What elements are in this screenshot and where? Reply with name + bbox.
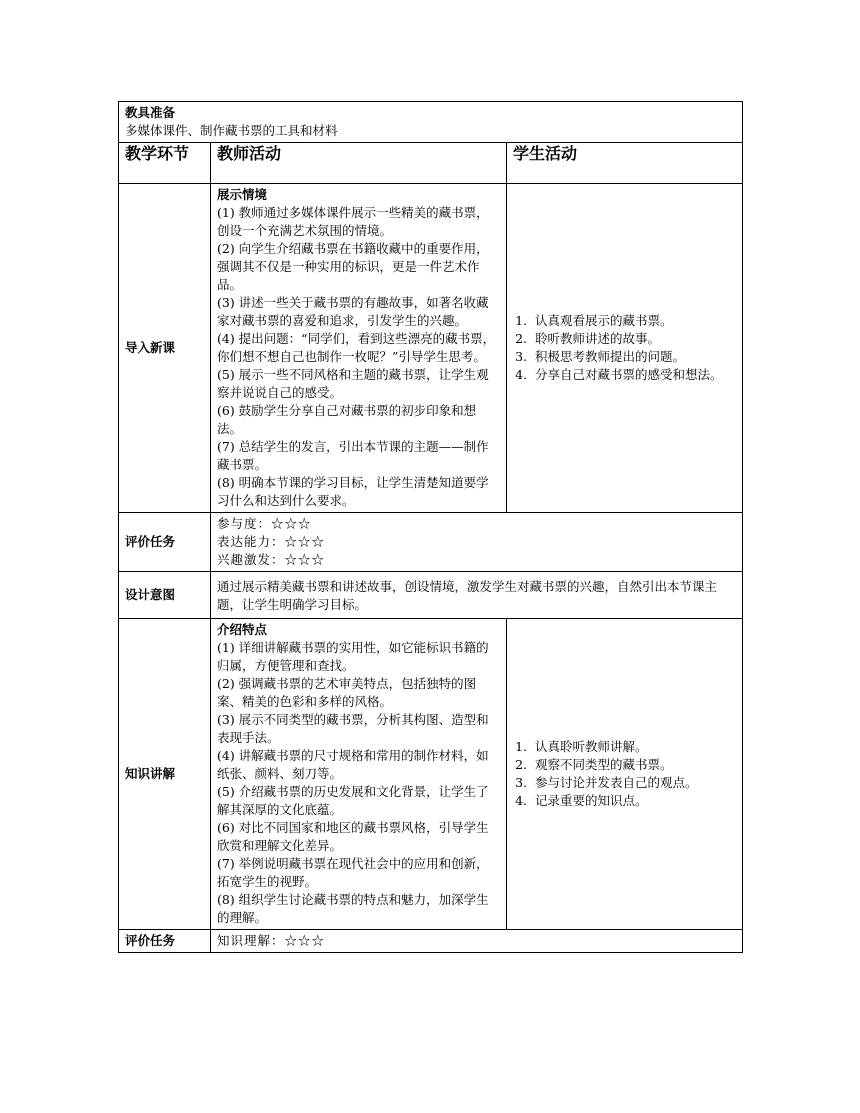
intro-row [119,184,743,513]
intro-teacher-item: (7) 总结学生的发言，引出本节课的主题——制作藏书票。 [217,439,489,472]
intro-label: 导入新课 [119,184,211,513]
header-col-stage: 教学环节 [119,143,211,184]
header-row [119,143,743,184]
knowledge-teacher-cell [211,619,507,930]
intro-student-cell [507,184,743,513]
intro-student-list [513,312,736,384]
knowledge-teacher-item: (7) 举例说明藏书票在现代社会中的应用和创新，拓宽学生的视野。 [217,856,489,889]
knowledge-row [119,619,743,930]
eval1-item: 参与度：☆☆☆ [217,516,312,531]
eval2-item: 知识理解：☆☆☆ [217,933,326,948]
knowledge-title: 介绍特点 [217,622,268,637]
intro-teacher-item: (4) 提出问题：“同学们，看到这些漂亮的藏书票，你们想不想自己也制作一枚呢？”引导学生思考。 [217,331,496,364]
eval1-item: 兴趣激发：☆☆☆ [217,552,326,567]
knowledge-teacher-item: (4) 讲解藏书票的尺寸规格和常用的制作材料，如纸张、颜料、刻刀等。 [217,748,489,781]
lesson-plan-table [118,101,743,953]
prep-cell [119,102,743,143]
knowledge-teacher-item: (5) 介绍藏书票的历史发展和文化背景，让学生了解其深厚的文化底蕴。 [217,784,489,817]
knowledge-student-item: 3. 参与讨论并发表自己的观点。 [531,774,736,792]
knowledge-teacher-item: (3) 展示不同类型的藏书票，分析其构图、造型和表现手法。 [217,712,489,745]
intro-teacher-item: (6) 鼓励学生分享自己对藏书票的初步印象和想法。 [217,403,477,436]
prep-title: 教具准备 [125,105,176,120]
knowledge-student-item: 4. 记录重要的知识点。 [531,792,736,810]
eval1-item: 表达能力：☆☆☆ [217,534,326,549]
intro-teacher-item: (2) 向学生介绍藏书票在书籍收藏中的重要作用，强调其不仅是一种实用的标识，更是一件艺术作品。 [217,241,489,292]
intro-teacher-item: (3) 讲述一些关于藏书票的有趣故事，如著名收藏家对藏书票的喜爱和追求，引发学生的兴趣。 [217,295,489,328]
eval1-cell [211,513,743,572]
knowledge-label: 知识讲解 [119,619,211,930]
intro-student-item: 3. 积极思考教师提出的问题。 [531,348,736,366]
knowledge-teacher-item: (1) 详细讲解藏书票的实用性，如它能标识书籍的归属，方便管理和查找。 [217,640,489,673]
design-text: 通过展示精美藏书票和讲述故事，创设情境，激发学生对藏书票的兴趣，自然引出本节课主题，让学生明确学习目标。 [217,579,718,612]
header-col-teacher: 教师活动 [211,143,507,184]
knowledge-student-item: 1. 认真聆听教师讲解。 [531,738,736,756]
knowledge-teacher-item: (8) 组织学生讨论藏书票的特点和魅力，加深学生的理解。 [217,892,489,925]
design-label: 设计意图 [119,572,211,619]
intro-teacher-cell [211,184,507,513]
eval1-label: 评价任务 [119,513,211,572]
prep-row [119,102,743,143]
intro-student-item: 1. 认真观看展示的藏书票。 [531,312,736,330]
header-col-student: 学生活动 [507,143,743,184]
intro-teacher-item: (1) 教师通过多媒体课件展示一些精美的藏书票，创设一个充满艺术氛围的情境。 [217,205,489,238]
eval2-label: 评价任务 [119,930,211,953]
knowledge-teacher-item: (6) 对比不同国家和地区的藏书票风格，引导学生欣赏和理解文化差异。 [217,820,489,853]
intro-teacher-item: (5) 展示一些不同风格和主题的藏书票，让学生观察并说说自己的感受。 [217,367,489,400]
knowledge-student-cell [507,619,743,930]
intro-student-item: 2. 聆听教师讲述的故事。 [531,330,736,348]
knowledge-student-list [513,738,736,810]
intro-teacher-item: (8) 明确本节课的学习目标，让学生清楚知道要学习什么和达到什么要求。 [217,475,489,508]
design-cell [211,572,743,619]
intro-title: 展示情境 [217,187,268,202]
knowledge-teacher-item: (2) 强调藏书票的艺术审美特点，包括独特的图案、精美的色彩和多样的风格。 [217,676,477,709]
design-row [119,572,743,619]
eval2-row [119,930,743,953]
intro-student-item: 4. 分享自己对藏书票的感受和想法。 [531,366,736,384]
eval2-cell [211,930,743,953]
prep-text: 多媒体课件、制作藏书票的工具和材料 [125,123,338,138]
knowledge-student-item: 2. 观察不同类型的藏书票。 [531,756,736,774]
eval1-row [119,513,743,572]
